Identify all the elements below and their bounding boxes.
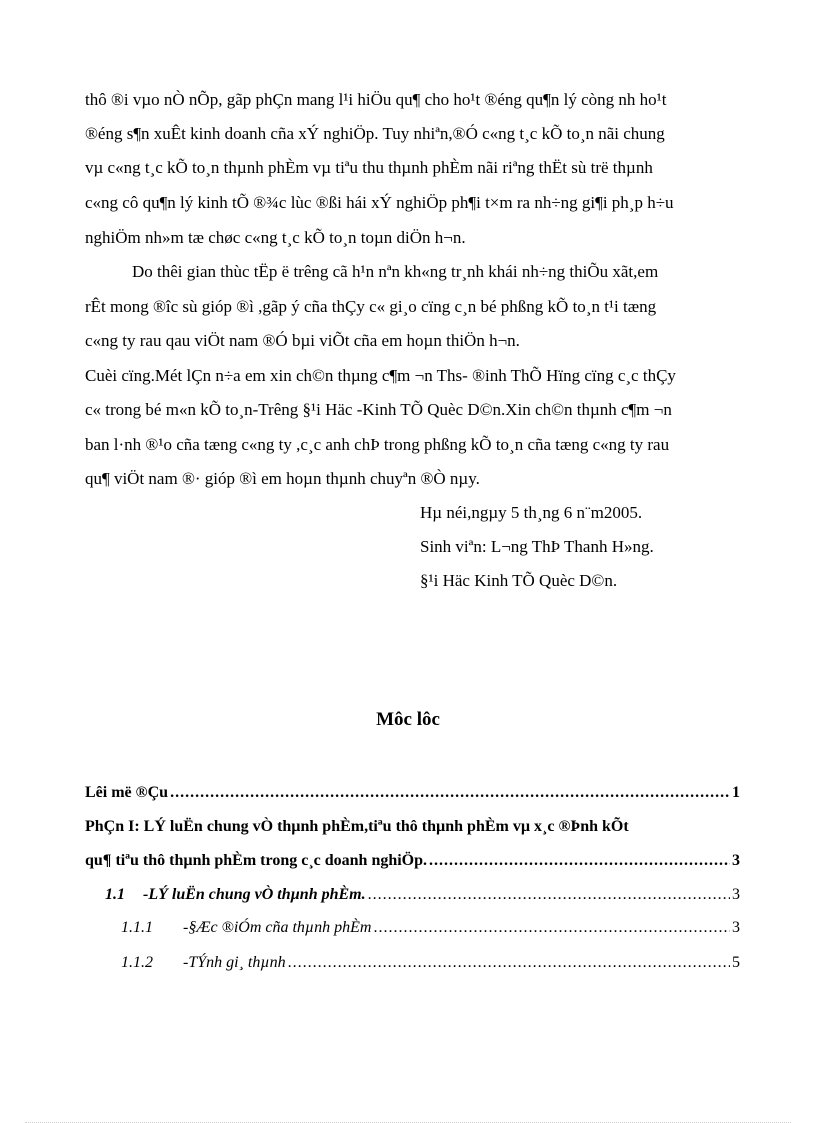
toc-entry-1-1-1[interactable]	[121, 918, 740, 938]
signature-school: §¹i Häc Kinh TÕ Quèc D©n.	[420, 571, 618, 590]
body-line-8: c«ng ty rau qau viÖt nam ®Ó bµi viÕt cña em hoµn thiÖn h¬n.	[85, 331, 520, 350]
toc-entry-1-1[interactable]	[105, 885, 740, 905]
signature-student: Sinh viªn: L¬ng ThÞ Thanh H»ng.	[420, 537, 654, 556]
toc-page-number: 3	[732, 852, 740, 869]
toc-entry-label: -§Æc ®iÓm cña thµnh phÈm	[183, 919, 372, 936]
body-line-5: nghiÖm nh»m tæ chøc c«ng t¸c kÕ to¸n toµn diÖn h¬n.	[85, 228, 466, 247]
toc-entry-number: 1.1	[105, 886, 125, 903]
toc-entry-label: PhÇn I: LÝ luËn chung vÒ thµnh phÈm,tiªu thô thµnh phÈm vµ x¸c ®Þnh kÕt	[85, 818, 629, 835]
toc-entry-number: 1.1.2	[121, 954, 153, 971]
body-line-12: qu¶ viÖt nam ®· gióp ®ì em hoµn thµnh chuyªn ®Ò nµy.	[85, 469, 480, 488]
toc-entry-label: Lêi më ®Çu	[85, 784, 169, 801]
body-line-4: c«ng cô qu¶n lý kinh tÕ ®¾c lùc ®ßi hái xÝ nghiÖp ph¶i t×m ra nh÷ng gi¶i ph¸p h÷u	[85, 193, 674, 212]
toc-entry-part1-line1[interactable]	[85, 817, 745, 837]
toc-entry-1-1-2[interactable]	[121, 953, 740, 973]
body-line-9: Cuèi cïng.Mét lÇn n÷a em xin ch©n thµng c¶m ¬n Ths- ®inh ThÕ Hïng cïng c¸c thÇy	[85, 366, 676, 385]
signature-date: Hµ néi,ngµy 5 th¸ng 6 n¨m2005.	[420, 503, 643, 522]
body-line-3: vµ c«ng t¸c kÕ to¸n thµnh phÈm vµ tiªu thu thµnh phÈm nãi riªng thËt sù trë thµnh	[85, 158, 653, 177]
toc-entry-part1[interactable]	[85, 851, 740, 871]
toc-entry-number: 1.1.1	[121, 919, 153, 936]
toc-entry-label: -TÝnh gi¸ thµnh	[183, 954, 286, 971]
toc-leader-dots	[288, 953, 730, 973]
toc-entry-label: qu¶ tiªu thô thµnh phÈm trong c¸c doanh nghiÖp.	[85, 852, 428, 869]
toc-page-number: 3	[732, 886, 740, 903]
body-line-1: thô ®i vµo nÒ nÕp, gãp phÇn mang l¹i hiÖu qu¶ cho ho¹t ®éng qu¶n lý còng nh ho¹t	[85, 90, 667, 109]
toc-page-number: 5	[732, 954, 740, 971]
body-line-2: ®éng s¶n xuÊt kinh doanh cña xÝ nghiÖp. Tuy nhiªn,®Ó c«ng t¸c kÕ to¸n nãi chung	[85, 124, 665, 143]
toc-title: Môc lôc	[376, 709, 440, 730]
toc-leader-dots	[373, 918, 730, 938]
toc-leader-dots	[429, 851, 730, 871]
body-line-7: rÊt mong ®îc sù gióp ®ì ,gãp ý cña thÇy c« gi¸o cïng c¸n bé phßng kÕ to¸n t¹i tæng	[85, 297, 657, 316]
body-line-10: c« trong bé m«n kÕ to¸n-Trêng §¹i Häc -Kinh TÕ Quèc D©n.Xin ch©n thµnh c¶m ¬n	[85, 400, 672, 419]
toc-entry-introduction[interactable]	[85, 783, 740, 803]
toc-leader-dots	[368, 885, 730, 905]
toc-page-number: 1	[732, 784, 740, 801]
toc-entry-label: -LÝ luËn chung vÒ thµnh phÈm.	[143, 886, 366, 903]
body-line-11: ban l·nh ®¹o cña tæng c«ng ty ,c¸c anh chÞ trong phßng kÕ to¸n cña tæng c«ng ty rau	[85, 435, 670, 454]
body-line-6: Do thêi gian thùc tËp ë trêng cã h¹n nªn kh«ng tr¸nh khái nh÷ng thiÕu xãt,em	[132, 262, 659, 281]
toc-leader-dots	[170, 783, 730, 803]
toc-page-number: 3	[732, 919, 740, 936]
